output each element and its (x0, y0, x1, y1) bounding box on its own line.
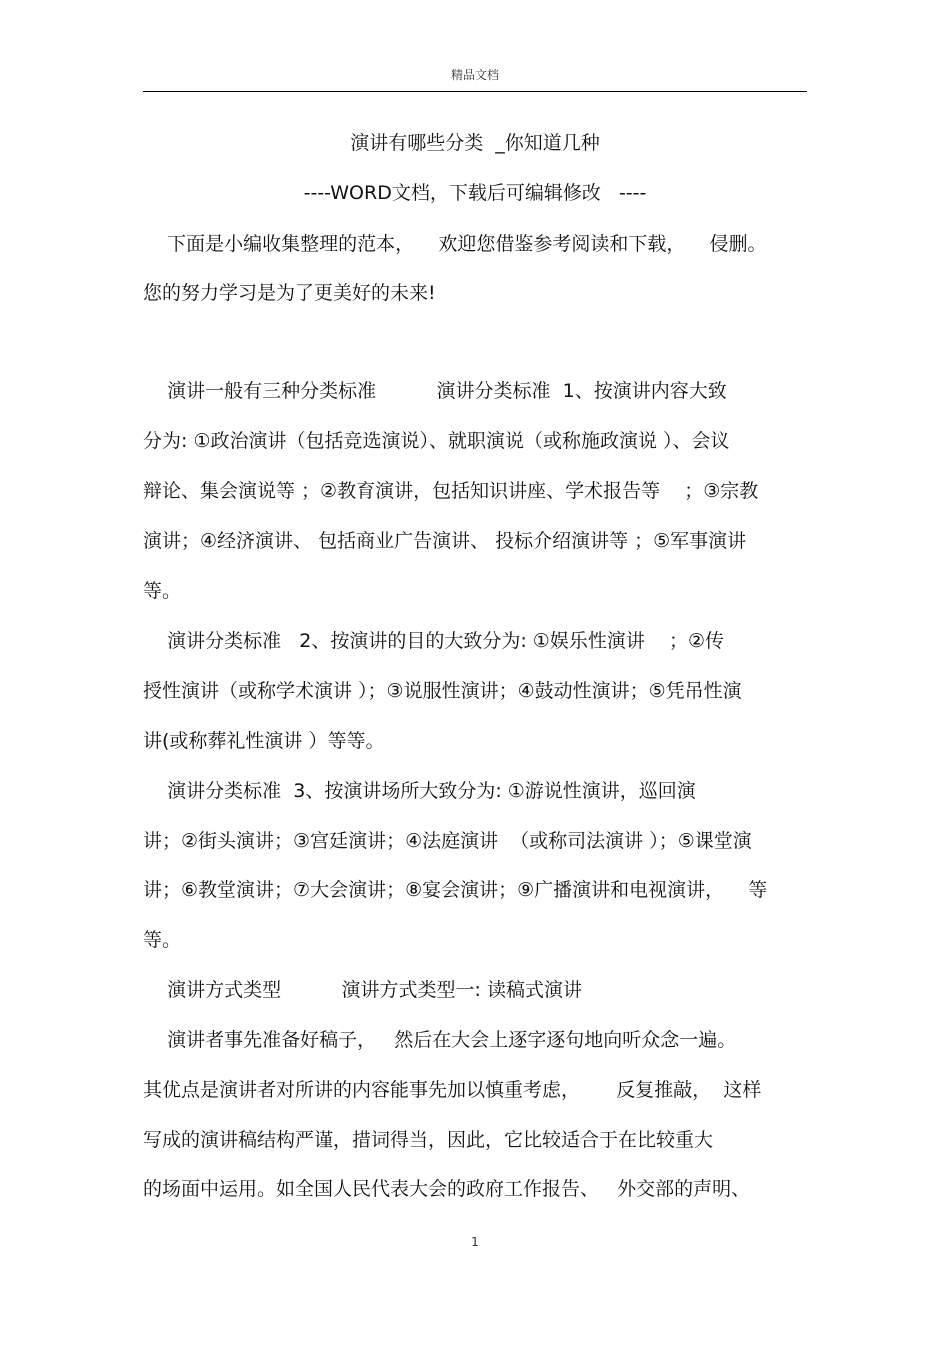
body-line: 演讲；④经济演讲、 包括商业广告演讲、 投标介绍演讲等 ；⑤军事演讲 (143, 530, 747, 552)
header-rule (143, 91, 807, 92)
body-line: 讲(或称葬礼性演讲 ）等等。 (143, 730, 385, 752)
body-line: 等。 (143, 580, 182, 602)
body-line: 授性演讲（或称学术演讲 ）；③说服性演讲；④鼓动性演讲；⑤凭吊性演 (143, 680, 742, 702)
body-line: 分为: ①政治演讲（包括竞选演说）、就职演说（或称施政演说 ）、会议 (143, 430, 730, 452)
body-line: 写成的演讲稿结构严谨，措词得当，因此，它比较适合于在比较重大 (143, 1129, 714, 1151)
body-line: 演讲分类标准 3、按演讲场所大致分为: ①游说性演讲，巡回演 (143, 780, 696, 802)
document-title: 演讲有哪些分类 _你知道几种 (350, 132, 600, 154)
body-line: 您的努力学习是为了更美好的未来! (143, 282, 436, 304)
body-line: 的场面中运用。如全国人民代表大会的政府工作报告、 外交部的声明、 (143, 1178, 751, 1200)
body-line: 讲；②街头演讲；③宫廷演讲；④法庭演讲 （或称司法演讲 ）；⑤课堂演 (143, 830, 752, 852)
body-line: 等。 (143, 929, 182, 951)
body-line: 演讲分类标准 2、按演讲的目的大致分为: ①娱乐性演讲 ；②传 (143, 630, 725, 652)
body-line: 演讲方式类型 演讲方式类型一: 读稿式演讲 (143, 979, 582, 1001)
body-line: 讲；⑥教堂演讲；⑦大会演讲；⑧宴会演讲；⑨广播演讲和电视演讲， 等 (143, 879, 768, 901)
body-line: 下面是小编收集整理的范本， 欢迎您借鉴参考阅读和下载， 侵删。 (143, 233, 767, 255)
body-line: 演讲者事先准备好稿子， 然后在大会上逐字逐句地向听众念一遍。 (143, 1029, 737, 1051)
page-number: 1 (471, 1235, 479, 1249)
body-line: 其优点是演讲者对所讲的内容能事先加以慎重考虑， 反复推敲， 这样 (143, 1079, 762, 1101)
page-header: 精品文档 (450, 68, 499, 82)
document-subtitle: ----WORD文档，下载后可编辑修改 ---- (303, 182, 647, 204)
body-line: 演讲一般有三种分类标准 演讲分类标准 1、按演讲内容大致 (143, 380, 727, 402)
body-line: 辩论、集会演说等 ；②教育演讲，包括知识讲座、学术报告等 ；③宗教 (143, 480, 759, 502)
